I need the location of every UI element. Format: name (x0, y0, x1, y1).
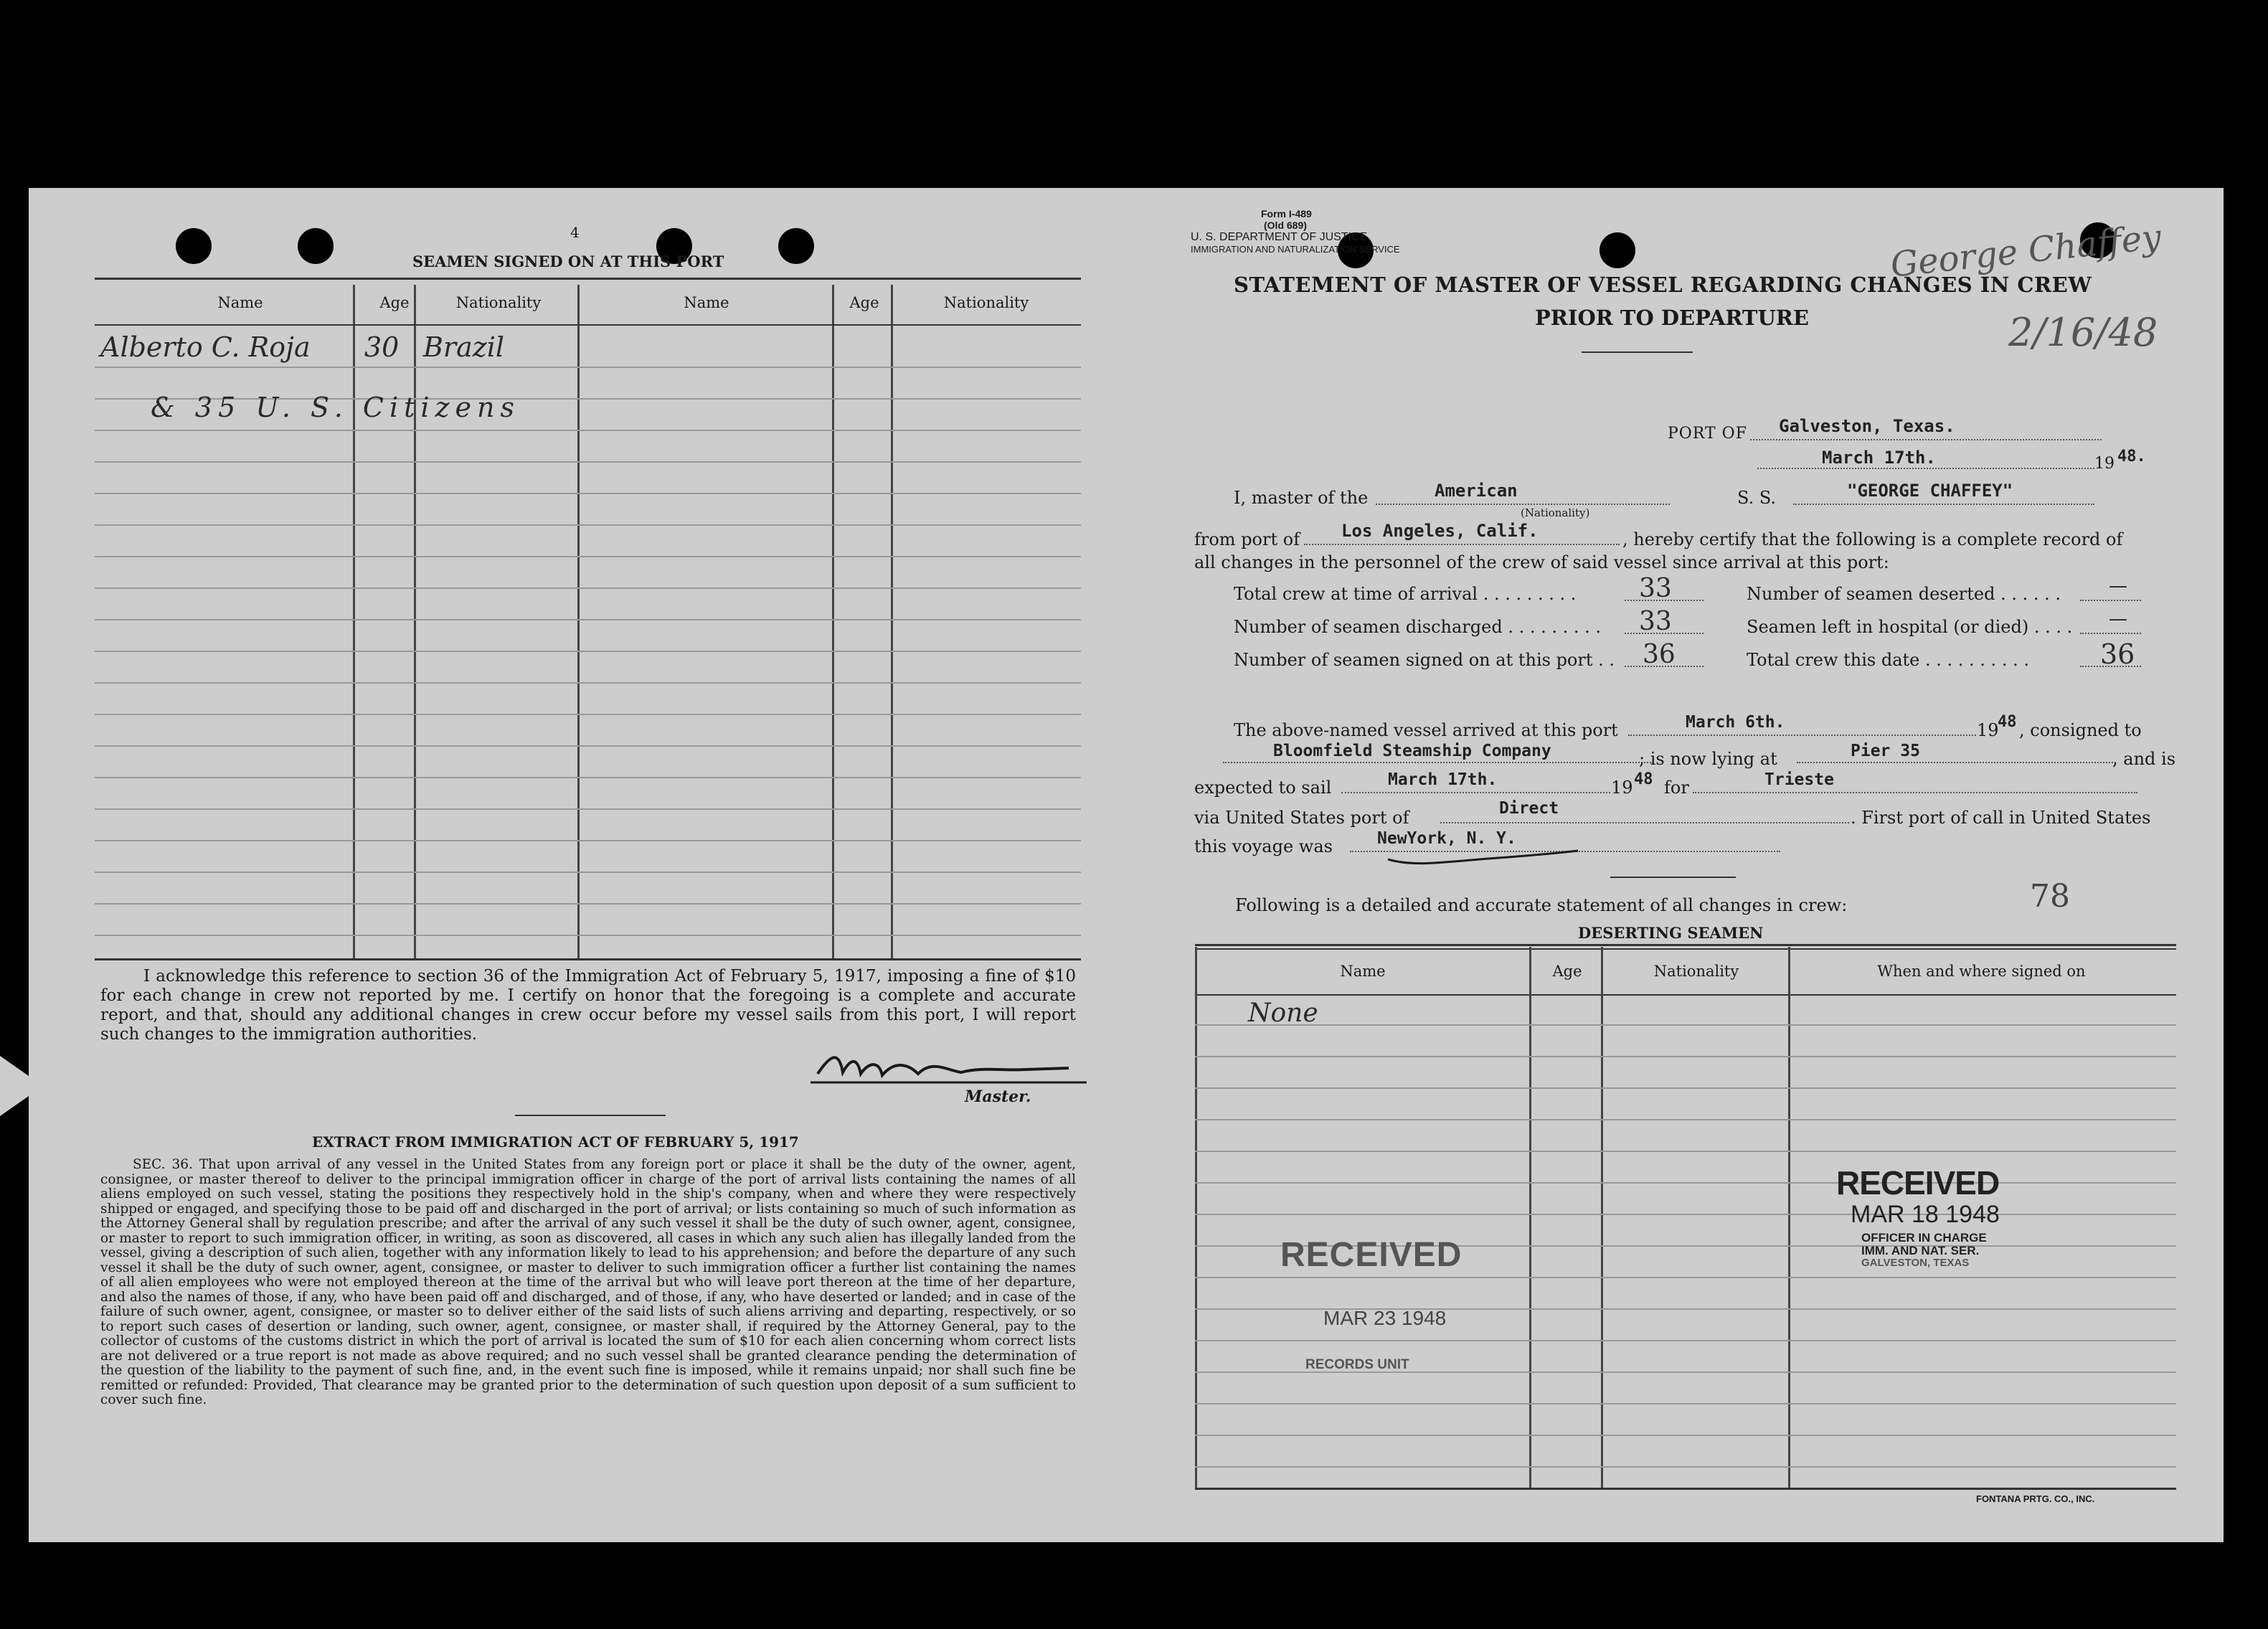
sail-date: March 17th. (1388, 770, 1498, 789)
stamp-office-line: OFFICER IN CHARGE (1861, 1231, 1987, 1245)
via-label: via United States port of (1194, 808, 1409, 828)
column-header-age-2: Age (849, 294, 879, 311)
lying-label: ; is now lying at (1639, 749, 1777, 769)
row-rule (95, 935, 1081, 936)
stat-label-hospital: Seamen left in hospital (or died) . . . . (1747, 617, 2073, 637)
and-is-label: , and is (2112, 749, 2176, 769)
row-rule (95, 430, 1081, 431)
row-rule (1195, 1119, 2176, 1120)
stamp-date: MAR 18 1948 (1851, 1201, 2000, 1228)
arrived-field (1628, 735, 1976, 736)
row-rule (95, 714, 1081, 715)
date-field (1757, 468, 2094, 469)
seaman-nationality: Brazil (423, 331, 505, 363)
pier-field (1797, 762, 2116, 763)
fold-notch (0, 1056, 43, 1116)
row-rule (1195, 1277, 2176, 1278)
column-rule (1601, 947, 1603, 1488)
row-rule (1195, 1435, 2176, 1436)
stamp-office-line: GALVESTON, TEXAS (1861, 1257, 1970, 1269)
department: U. S. DEPARTMENT OF JUSTICE (1191, 231, 1368, 243)
voyage-underline-mark (1384, 846, 1585, 868)
expected-label: expected to sail (1194, 778, 1332, 798)
divider (95, 278, 1081, 280)
via-field (1440, 822, 1849, 823)
stat-label-deserted: Number of seamen deserted . . . . . . (1747, 584, 2061, 604)
first-call-label: . First port of call in United States (1851, 808, 2151, 828)
stat-value-deserted: — (2109, 575, 2127, 597)
row-rule (1195, 1340, 2176, 1341)
extract-title: EXTRACT FROM IMMIGRATION ACT OF FEBRUARY 5, 1917 (312, 1133, 799, 1151)
stat-value-total-today: 36 (2100, 638, 2135, 670)
row-rule (95, 651, 1081, 652)
handwritten-date: 2/16/48 (2008, 310, 2158, 355)
column-rule (1788, 947, 1790, 1488)
row-rule (95, 524, 1081, 526)
stat-value-total-arrival: 33 (1639, 574, 1672, 603)
column-header-age: Age (379, 294, 410, 311)
row-rule (1195, 1024, 2176, 1026)
stat-value-signed-on: 36 (1643, 640, 1676, 669)
year-value: 48. (2117, 448, 2146, 466)
column-rule (1529, 947, 1531, 1488)
column-rule (414, 285, 416, 959)
punch-hole (1600, 232, 1635, 268)
nationality-field (1376, 504, 1670, 505)
row-rule (95, 461, 1081, 463)
printer-credit: FONTANA PRTG. CO., INC. (1976, 1493, 2095, 1504)
received-stamp-galveston: RECEIVED (1836, 1164, 2000, 1201)
stat-value-discharged: 33 (1639, 607, 1672, 636)
stat-label-discharged: Number of seamen discharged . . . . . . . . . (1234, 617, 1602, 637)
row-rule (95, 903, 1081, 905)
page-number: 4 (570, 224, 580, 241)
punch-hole (778, 228, 814, 264)
pier-value: Pier 35 (1851, 742, 1920, 760)
voyage-label: this voyage was (1194, 836, 1333, 856)
column-rule (832, 285, 834, 959)
form-number: Form I-489 (1261, 208, 1312, 219)
table-top-rule (1195, 944, 2176, 946)
arrived-label: The above-named vessel arrived at this port (1234, 720, 1618, 740)
deserting-header-name: Name (1340, 963, 1386, 980)
document-page (29, 188, 2224, 1542)
destination-value: Trieste (1764, 770, 1834, 789)
table-bottom-rule (95, 958, 1081, 960)
service: IMMIGRATION AND NATURALIZATION SERVICE (1191, 244, 1400, 255)
stat-label-total-arrival: Total crew at time of arrival . . . . . . . . . (1234, 584, 1577, 604)
received-stamp-records: RECEIVED (1280, 1236, 1463, 1274)
port-value: Galveston, Texas. (1779, 416, 1955, 436)
row-rule (95, 777, 1081, 778)
acknowledgement-text: I acknowledge this reference to section 36 of the Immigration Act of February 5, 1917, imposing a fine of $10 for each change in crew not reported by me. I certify on honor that the foregoing is a complete and accurate report, and that, should any additional changes in crew occur before my vessel sails from this port, I will report such changes to the immigration authorities. (100, 967, 1076, 1044)
row-rule (95, 808, 1081, 810)
sail-date-field (1341, 792, 1610, 793)
signature-label: Master. (965, 1087, 1031, 1106)
handwritten-ship-name: George Chaffey (1889, 217, 2163, 285)
ss-label: S. S. (1737, 488, 1777, 508)
divider (1610, 877, 1736, 878)
stat-label-signed-on: Number of seamen signed on at this port . . (1234, 650, 1615, 670)
row-rule (95, 682, 1081, 684)
row-rule (1195, 1056, 2176, 1057)
sail-year: 48 (1634, 770, 1653, 788)
vessel-name: "GEORGE CHAFFEY" (1847, 481, 2013, 501)
vessel-field (1793, 504, 2094, 505)
row-rule (95, 493, 1081, 494)
column-rule (577, 285, 580, 959)
form-title: STATEMENT OF MASTER OF VESSEL REGARDING CHANGES IN CREW (1234, 273, 2092, 297)
port-label: PORT OF (1668, 425, 1747, 443)
sail-year-prefix: 19 (1611, 778, 1633, 798)
stat-field (2080, 600, 2141, 601)
column-rule (1195, 947, 1197, 1488)
stamp-office-line: IMM. AND NAT. SER. (1861, 1244, 1980, 1257)
seaman-note: & 35 U. S. Citizens (151, 392, 521, 423)
deserting-entry: None (1248, 998, 1318, 1028)
row-rule (1195, 1403, 2176, 1404)
row-rule (1195, 1182, 2176, 1184)
row-rule (1195, 1466, 2176, 1468)
row-rule (95, 367, 1081, 368)
deserting-title: DESERTING SEAMEN (1578, 924, 1764, 942)
voyage-port: NewYork, N. Y. (1377, 829, 1516, 848)
deserting-header-age: Age (1552, 963, 1582, 980)
stat-value-hospital: — (2109, 608, 2127, 630)
arrived-date: March 6th. (1686, 713, 1785, 732)
port-field (1750, 439, 2102, 440)
row-rule (1195, 1214, 2176, 1215)
stamp-date-2: MAR 23 1948 (1323, 1307, 1447, 1329)
stat-label-total-today: Total crew this date . . . . . . . . . . (1747, 650, 2029, 670)
arrived-year: 48 (1998, 713, 2017, 731)
row-rule (1195, 1151, 2176, 1152)
extract-text: SEC. 36. That upon arrival of any vessel in the United States from any foreign port or place it shall be the duty of the owner, agent, consignee, or master thereof to deliver to the principal immigration officer in charge of the port of arrival lists containing the names of all aliens employed on such vessel, stating the positions they respectively hold in the ship's company, when and where they were respectively shipped or engaged, and specifying those to be paid off and discharged in the port of arrival; or lists containing so much of such information as the Attorney General shall by regulation prescribe; and after the arrival of any such vessel it shall be the duty of such owner, agent, consignee, or master to report to such immigration officer, in writing, as soon as discovered, all cases in which any such alien has illegally landed from the vessel, giving a description of such alien, together with any information likely to lead to his apprehension; and before the departure of any such vessel it shall be the duty of such owner, agent, consignee, or master to deliver to such immigration officer a further list containing the names of all alien employees who were not employed thereon at the time of the arrival but who will leave port thereon at the time of her departure, and also the names of those, if any, who have been paid off and discharged, and of those, if any, who have deserted or landed; and in case of the failure of such owner, agent, consignee, or master so to deliver either of the said lists of such aliens arriving and departing, respectively, or so to report such cases of desertion or landing, such owner, agent, consignee, or master shall, if required by the Attorney General, pay to the collector of customs of the customs district in which the port of arrival is located the sum of $10 for each alien concerning whom correct lists are not delivered or a true report is not made as above required; and no such vessel shall be granted clearance pending the determination of the question of the liability to the payment of such fine, and, in the event such fine is imposed, while it remains unpaid; nor shall such fine be remitted or refunded: Provided, That clearance may be granted prior to the determination of such question upon deposit of a sum sufficient to cover such fine. (100, 1157, 1076, 1407)
header-rule (95, 324, 1081, 326)
section-title: SEAMEN SIGNED ON AT THIS PORT (412, 252, 724, 270)
row-rule (95, 872, 1081, 873)
punch-hole (298, 228, 334, 264)
changes-count: 78 (2030, 878, 2070, 915)
header-rule (1195, 994, 2176, 996)
deserting-header-nationality: Nationality (1653, 963, 1739, 980)
column-header-nationality-2: Nationality (943, 294, 1029, 311)
column-header-name-2: Name (684, 294, 729, 311)
master-label: I, master of the (1234, 488, 1369, 508)
consigned-label: , consigned to (2019, 720, 2142, 740)
punch-hole (176, 228, 212, 264)
following-label: Following is a detailed and accurate statement of all changes in crew: (1235, 895, 1848, 915)
from-port-label: from port of (1194, 529, 1300, 549)
row-rule (95, 556, 1081, 557)
date-value: March 17th. (1822, 448, 1936, 468)
table-top-rule (1195, 948, 2176, 950)
column-header-name: Name (217, 294, 263, 311)
for-label: for (1664, 778, 1689, 798)
year-prefix: 19 (2094, 455, 2115, 473)
divider (1582, 351, 1693, 353)
arrived-year-prefix: 19 (1977, 720, 1999, 740)
form-old-number: (Old 689) (1264, 219, 1307, 231)
seaman-age: 30 (364, 331, 400, 363)
nationality-caption: (Nationality) (1521, 506, 1590, 519)
row-rule (95, 587, 1081, 589)
certify-text-2: all changes in the personnel of the crew of said vessel since arrival at this port: (1194, 552, 1889, 572)
column-rule (891, 285, 893, 959)
consignee-field (1223, 762, 1653, 763)
seaman-name: Alberto C. Roja (100, 331, 311, 363)
stat-field (2080, 633, 2141, 634)
deserting-header-signed-on: When and where signed on (1877, 963, 2086, 980)
form-subtitle: PRIOR TO DEPARTURE (1535, 306, 1809, 330)
row-rule (1195, 1087, 2176, 1089)
via-port: Direct (1499, 799, 1559, 818)
divider (515, 1115, 666, 1116)
row-rule (95, 619, 1081, 620)
from-port-field (1304, 544, 1620, 545)
stamp-unit: RECORDS UNIT (1305, 1357, 1409, 1372)
from-port-value: Los Angeles, Calif. (1341, 521, 1539, 541)
row-rule (95, 840, 1081, 841)
table-bottom-rule (1195, 1488, 2176, 1490)
column-header-nationality: Nationality (455, 294, 542, 311)
certify-text: , hereby certify that the following is a complete record of (1622, 529, 2123, 549)
consignee-value: Bloomfield Steamship Company (1273, 742, 1551, 760)
destination-field (1693, 792, 2137, 793)
master-signature (811, 1045, 1090, 1088)
column-rule (353, 285, 355, 959)
row-rule (95, 745, 1081, 747)
nationality-value: American (1435, 481, 1518, 501)
